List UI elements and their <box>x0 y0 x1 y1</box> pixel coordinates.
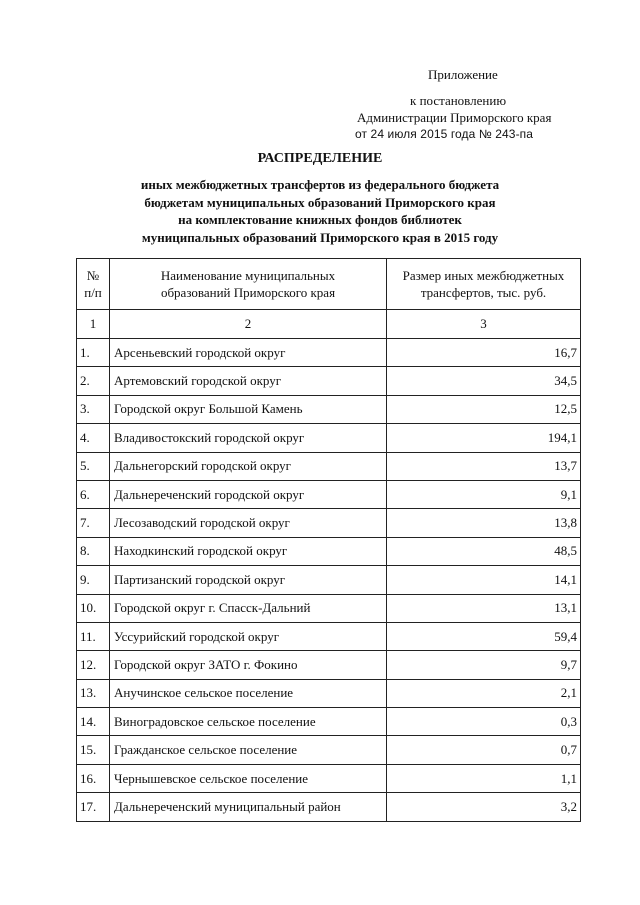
row-municipality: Дальнегорский городской округ <box>110 452 387 480</box>
column-number-row <box>77 310 581 339</box>
header-number <box>77 259 110 310</box>
table-row <box>77 452 581 480</box>
row-amount: 9,7 <box>387 651 581 679</box>
row-amount: 34,5 <box>387 367 581 395</box>
row-amount: 59,4 <box>387 622 581 650</box>
table-row <box>77 679 581 707</box>
row-number: 14. <box>77 708 110 736</box>
table-row <box>77 424 581 452</box>
attachment-date-number: от 24 июля 2015 года № 243-па <box>355 127 534 141</box>
header-value-line-2: трансфертов, тыс. руб. <box>420 285 547 300</box>
column-number-2: 2 <box>110 310 387 339</box>
row-municipality: Городской округ г. Спасск-Дальний <box>110 594 387 622</box>
table-row <box>77 651 581 679</box>
table-row <box>77 367 581 395</box>
row-municipality: Виноградовское сельское поселение <box>110 708 387 736</box>
row-municipality: Анучинское сельское поселение <box>110 679 387 707</box>
attachment-label: Приложение <box>428 67 498 82</box>
column-number-3: 3 <box>387 310 581 339</box>
table-row <box>77 594 581 622</box>
row-amount: 1,1 <box>387 764 581 792</box>
table-row <box>77 537 581 565</box>
row-number: 13. <box>77 679 110 707</box>
subtitle-line-4: муниципальных образований Приморского края в 2015 году <box>141 229 499 245</box>
table-header-row <box>77 259 581 310</box>
row-municipality: Артемовский городской округ <box>110 367 387 395</box>
table-row <box>77 708 581 736</box>
distribution-table <box>76 258 581 822</box>
table-row <box>77 339 581 367</box>
document-title: РАСПРЕДЕЛЕНИЕ <box>257 151 383 166</box>
table-row <box>77 736 581 764</box>
row-municipality: Гражданское сельское поселение <box>110 736 387 764</box>
subtitle-line-3: на комплектование книжных фондов библиотек <box>178 212 462 227</box>
header-municipality-name <box>110 259 387 310</box>
row-number: 10. <box>77 594 110 622</box>
row-amount: 13,8 <box>387 509 581 537</box>
row-amount: 3,2 <box>387 793 581 821</box>
row-municipality: Владивостокский городской округ <box>110 424 387 452</box>
row-amount: 48,5 <box>387 537 581 565</box>
row-municipality: Дальнереченский муниципальный район <box>110 793 387 821</box>
attachment-resolution-line: к постановлению <box>410 93 507 108</box>
table-row <box>77 395 581 423</box>
row-municipality: Лесозаводский городской округ <box>110 509 387 537</box>
row-municipality: Чернышевское сельское поселение <box>110 764 387 792</box>
row-number: 7. <box>77 509 110 537</box>
row-number: 17. <box>77 793 110 821</box>
row-amount: 13,7 <box>387 452 581 480</box>
header-number-line-1: № <box>86 268 100 283</box>
column-number-1: 1 <box>77 310 110 339</box>
row-number: 8. <box>77 537 110 565</box>
row-municipality: Городской округ ЗАТО г. Фокино <box>110 651 387 679</box>
row-municipality: Арсеньевский городской округ <box>110 339 387 367</box>
subtitle-line-1: иных межбюджетных трансфертов из федерального бюджета <box>140 177 500 192</box>
row-amount: 12,5 <box>387 395 581 423</box>
row-amount: 14,1 <box>387 566 581 594</box>
row-number: 3. <box>77 395 110 423</box>
header-name-line-2: образований Приморского края <box>160 285 336 300</box>
table-row <box>77 509 581 537</box>
row-number: 1. <box>77 339 110 367</box>
row-municipality: Дальнереченский городской округ <box>110 480 387 508</box>
row-amount: 13,1 <box>387 594 581 622</box>
header-transfer-amount <box>387 259 581 310</box>
row-number: 16. <box>77 764 110 792</box>
header-number-line-2: п/п <box>84 285 102 300</box>
row-amount: 0,7 <box>387 736 581 764</box>
row-municipality: Уссурийский городской округ <box>110 622 387 650</box>
row-number: 5. <box>77 452 110 480</box>
row-amount: 0,3 <box>387 708 581 736</box>
table-row <box>77 793 581 821</box>
row-number: 4. <box>77 424 110 452</box>
row-municipality: Находкинский городской округ <box>110 537 387 565</box>
row-number: 15. <box>77 736 110 764</box>
row-number: 11. <box>77 622 110 650</box>
table-row <box>77 622 581 650</box>
header-name-line-1: Наименование муниципальных <box>160 268 336 283</box>
header-value-line-1: Размер иных межбюджетных <box>402 268 565 283</box>
attachment-authority-line: Администрации Приморского края <box>357 110 552 125</box>
subtitle-line-2: бюджетам муниципальных образований Приморского края <box>144 194 496 210</box>
row-number: 2. <box>77 367 110 395</box>
row-amount: 2,1 <box>387 679 581 707</box>
table-row <box>77 480 581 508</box>
row-number: 6. <box>77 480 110 508</box>
row-number: 9. <box>77 566 110 594</box>
document-subtitle <box>0 176 640 246</box>
table-row <box>77 764 581 792</box>
row-number: 12. <box>77 651 110 679</box>
row-amount: 9,1 <box>387 480 581 508</box>
table-row <box>77 566 581 594</box>
row-amount: 16,7 <box>387 339 581 367</box>
row-municipality: Городской округ Большой Камень <box>110 395 387 423</box>
row-municipality: Партизанский городской округ <box>110 566 387 594</box>
row-amount: 194,1 <box>387 424 581 452</box>
